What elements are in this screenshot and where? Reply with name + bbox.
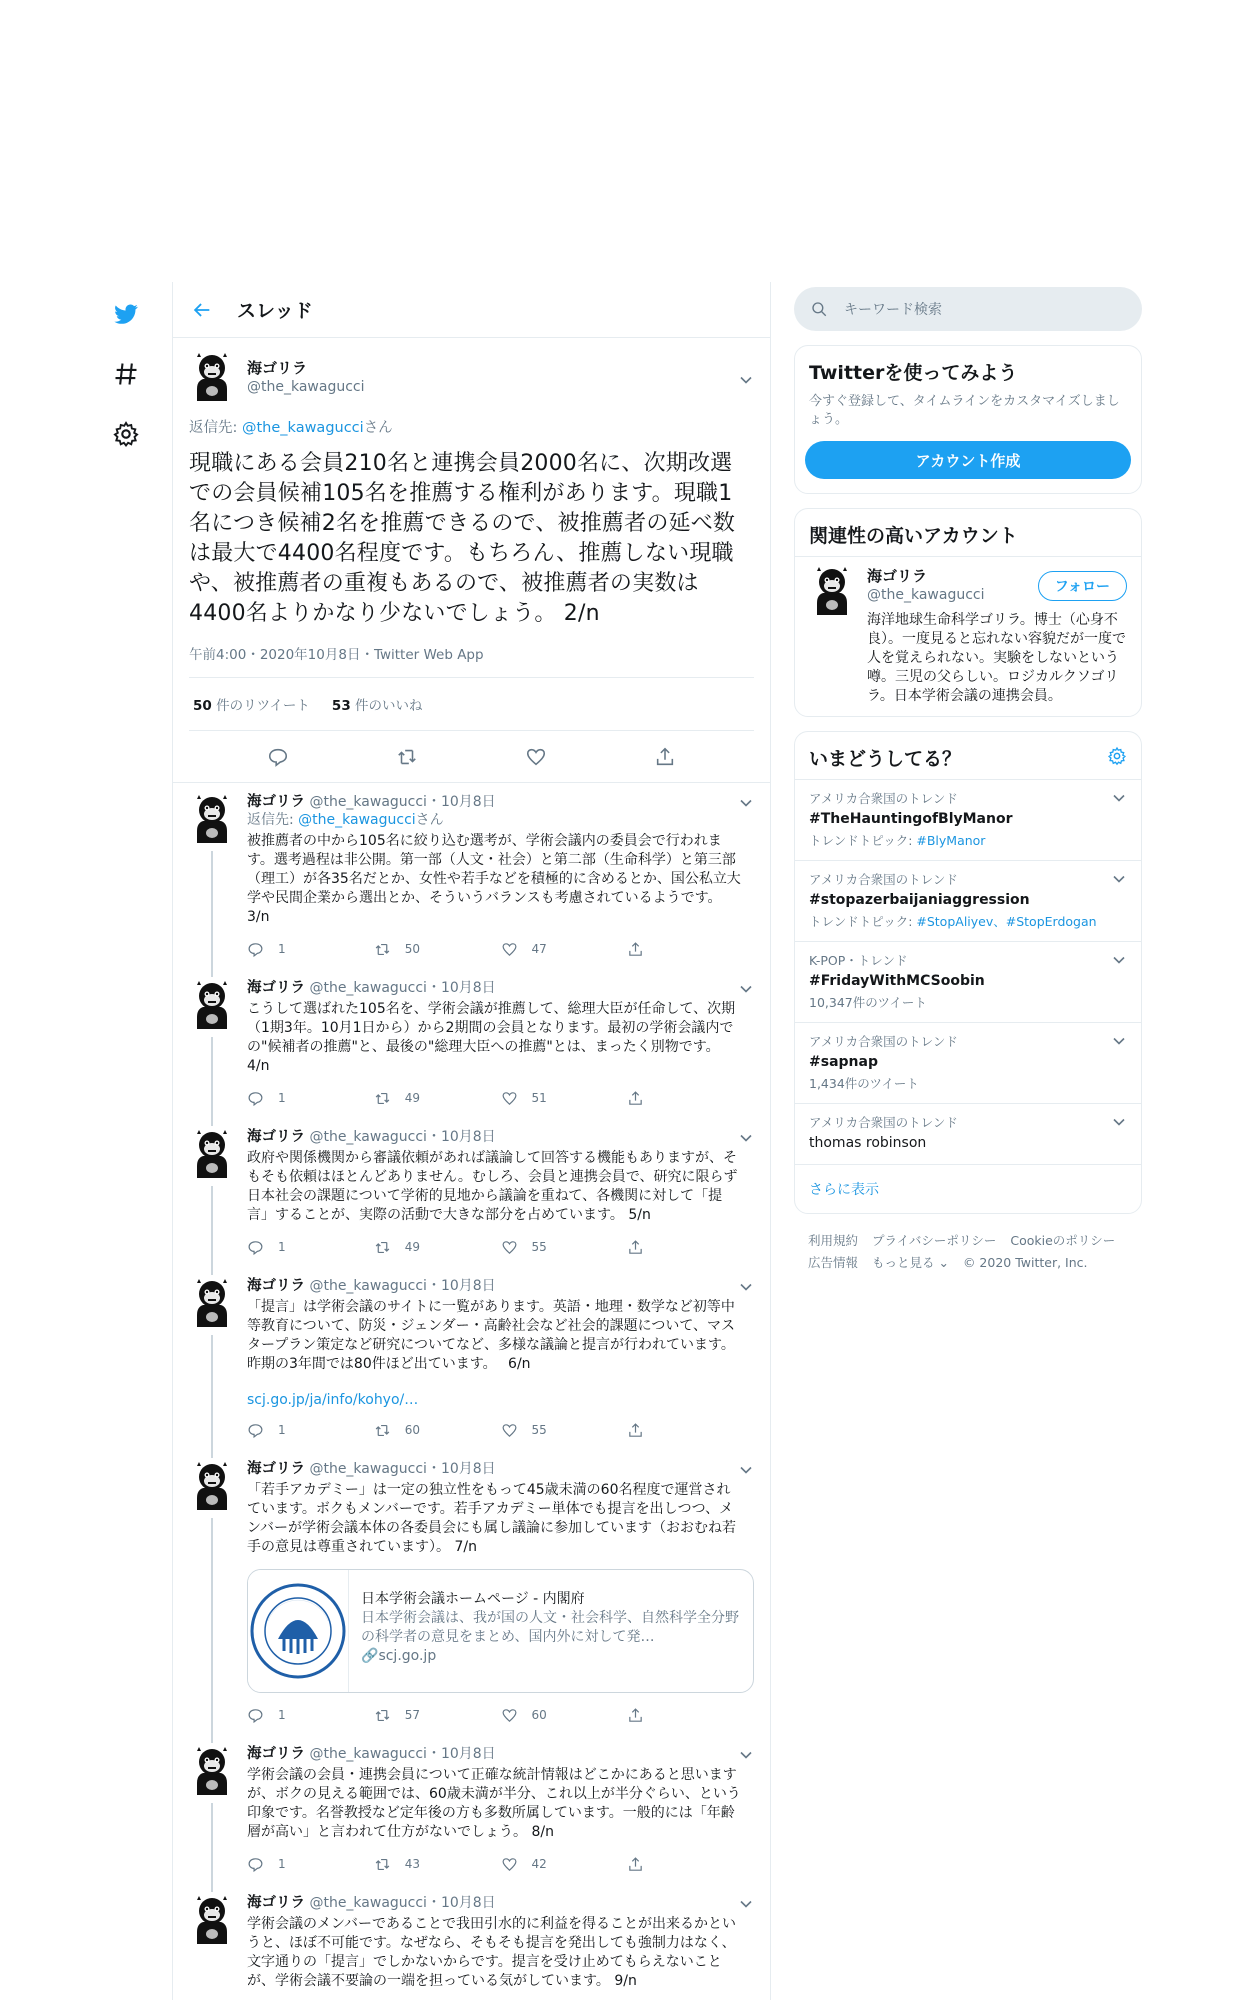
share-icon: [627, 1422, 644, 1439]
related-account[interactable]: [795, 557, 1141, 716]
avatar[interactable]: [189, 981, 235, 1031]
reply-count: 1: [278, 1240, 286, 1254]
trend-meta-label: トレンドトピック:: [809, 914, 917, 929]
trend-name[interactable]: #FridayWithMCSoobin: [809, 973, 985, 989]
avatar[interactable]: [189, 1279, 235, 1329]
author-handle[interactable]: @the_kawagucci・10月8日: [309, 980, 496, 996]
like-button[interactable]: [501, 1856, 628, 1873]
trend-meta-label: トレンドトピック:: [809, 833, 917, 848]
tweet-text: 学術会議のメンバーであることで我田引水的に利益を得ることが出来るかというと、ほぼ不可能です。なぜなら、そもそも提言を発出しても強制力はなく、文字通りの「提言」でしかないからです。提言を受け止めてもらえないことが、学術会議不要論の一端を担っている気がしています。 9/n: [247, 1916, 737, 1989]
chevron-down-icon[interactable]: [1111, 1114, 1127, 1130]
focused-tweet: [173, 338, 770, 731]
like-icon: [501, 941, 518, 958]
share-button[interactable]: [627, 1707, 754, 1724]
author-name[interactable]: 海ゴリラ: [247, 1746, 305, 1762]
reply-tweet[interactable]: [173, 1884, 770, 2000]
reply-to-suffix: さん: [363, 420, 393, 436]
reply-tweet[interactable]: [173, 969, 770, 1118]
reply-count: 1: [278, 1857, 286, 1871]
footer-copyright: © 2020 Twitter, Inc.: [962, 1255, 1088, 1270]
card-domain: [361, 1647, 741, 1666]
main-column: [172, 282, 771, 2000]
retweet-icon: [374, 941, 391, 958]
retweets-count: 50: [193, 698, 212, 714]
right-sidebar: [794, 287, 1142, 1274]
retweet-button[interactable]: [374, 1239, 501, 1256]
share-icon: [627, 1090, 644, 1107]
trend-item[interactable]: [795, 1023, 1141, 1104]
tweet-text: 「若手アカデミー」は一定の独立性をもって45歳未満の60名程度で運営されています。ボクもメンバーです。若手アカデミー単体でも提言を出しつつ、メンバーが学術会議本体の各委員会にも属し議論に参加しています（おおむね若手の意見は尊重されています）。 7/n: [247, 1482, 737, 1555]
author-handle[interactable]: @the_kawagucci: [247, 379, 365, 395]
reply-to-link[interactable]: @the_kawagucci: [242, 420, 364, 436]
author-name[interactable]: 海ゴリラ: [247, 1895, 305, 1911]
reply-to: [247, 811, 754, 829]
retweet-icon: [374, 1239, 391, 1256]
trend-meta: 10,347件のツイート: [809, 995, 927, 1010]
reply-to-suffix: さん: [415, 812, 444, 828]
avatar[interactable]: [189, 1130, 235, 1180]
like-count: 47: [531, 942, 547, 956]
retweet-button[interactable]: [374, 1090, 501, 1107]
share-button[interactable]: [627, 1422, 754, 1439]
author-handle[interactable]: @the_kawagucci・10月8日: [309, 1746, 496, 1762]
chevron-down-icon[interactable]: [1111, 871, 1127, 887]
trend-context: アメリカ合衆国のトレンド: [809, 1115, 958, 1130]
reply-tweet[interactable]: [173, 1267, 770, 1450]
avatar[interactable]: [189, 1462, 235, 1512]
retweet-count: 49: [404, 1240, 421, 1254]
reply-tweet[interactable]: [173, 1735, 770, 1884]
footer-cookie[interactable]: Cookieのポリシー: [1010, 1233, 1116, 1248]
author-name[interactable]: 海ゴリラ: [247, 794, 305, 810]
reply-to: [189, 416, 754, 437]
author-name[interactable]: 海ゴリラ: [247, 359, 308, 377]
reply-button[interactable]: [247, 1090, 374, 1107]
avatar[interactable]: [189, 795, 235, 845]
retweets-stat[interactable]: [193, 694, 310, 714]
avatar[interactable]: [189, 1896, 235, 1946]
share-icon: [627, 1239, 644, 1256]
reply-count: 1: [278, 942, 286, 956]
avatar[interactable]: [809, 567, 855, 617]
account-bio: 海洋地球生命科学ゴリラ。博士（心身不良）。一度見ると忘れない容貌だが一度で人を覚えられない。実験をしないという噂。三児の父らしい。ロジカルクソゴリラ。日本学術会議の連携会員。: [867, 612, 1126, 704]
page-title: スレッド: [237, 300, 313, 322]
thread-line: [211, 1518, 213, 1743]
account-handle[interactable]: @the_kawagucci: [867, 587, 985, 603]
footer-terms[interactable]: 利用規約: [808, 1233, 859, 1248]
share-icon: [627, 941, 644, 958]
like-button[interactable]: [501, 1422, 628, 1439]
like-count: 60: [531, 1708, 547, 1722]
reply-count: 1: [278, 1708, 286, 1722]
retweet-count: 49: [404, 1091, 421, 1105]
share-icon: [627, 1856, 644, 1873]
tweet-stats: [189, 678, 754, 731]
author-handle[interactable]: @the_kawagucci・10月8日: [309, 1461, 496, 1477]
reply-button[interactable]: [247, 941, 374, 958]
trend-context: アメリカ合衆国のトレンド: [809, 1034, 958, 1049]
retweet-button[interactable]: [374, 941, 501, 958]
link-card[interactable]: [247, 1569, 754, 1693]
like-button[interactable]: [501, 1090, 628, 1107]
trend-name[interactable]: #TheHauntingofBlyManor: [809, 811, 1013, 827]
like-icon[interactable]: [525, 746, 547, 768]
search-input[interactable]: [794, 287, 1142, 331]
author-handle[interactable]: @the_kawagucci・10月8日: [309, 1278, 496, 1294]
search-placeholder: キーワード検索: [844, 302, 942, 318]
reply-icon[interactable]: [267, 746, 289, 768]
twitter-bird-icon[interactable]: [108, 296, 144, 332]
trend-item[interactable]: [795, 861, 1141, 942]
avatar[interactable]: [189, 353, 235, 403]
reply-tweet[interactable]: [173, 1450, 770, 1735]
retweet-button[interactable]: [374, 1422, 501, 1439]
avatar[interactable]: [189, 1747, 235, 1797]
reply-button[interactable]: [247, 1422, 374, 1439]
tweet-meta[interactable]: 午前4:00・2020年10月8日・Twitter Web App: [189, 643, 754, 678]
reply-tweet[interactable]: [173, 783, 770, 969]
reply-button[interactable]: [247, 1707, 374, 1724]
scj-logo-icon: [248, 1570, 349, 1692]
like-icon: [501, 1239, 518, 1256]
trend-name[interactable]: #stopazerbaijaniaggression: [809, 892, 1030, 908]
reply-count: 1: [278, 1091, 286, 1105]
link-icon: 🔗: [361, 1648, 379, 1664]
back-arrow-icon[interactable]: [191, 298, 215, 322]
trend-item[interactable]: [795, 1104, 1141, 1165]
trend-meta: 1,434件のツイート: [809, 1076, 919, 1091]
tweet-text: 学術会議の会員・連携会員について正確な統計情報はどこかにあると思いますが、ボクの見える範囲では、60歳未満が半分、これ以上が半分ぐらい、という印象です。名誉教授など定年後の方も多数所属しています。一般的には「年齢層が高い」と言われて仕方がないでしょう。 8/n: [247, 1767, 741, 1840]
trend-context: K-POP・トレンド: [809, 953, 908, 968]
thread-header: [173, 282, 770, 338]
reply-to-label: 返信先:: [189, 420, 242, 436]
author-handle[interactable]: @the_kawagucci・10月8日: [309, 1129, 496, 1145]
retweet-icon: [374, 1707, 391, 1724]
trends-title: いまどうしてる？: [809, 748, 962, 770]
related-title: 関連性の高いアカウント: [795, 509, 1141, 557]
card-title: 日本学術会議ホームページ - 内閣府: [361, 1591, 585, 1607]
reply-icon: [247, 1239, 264, 1256]
trend-context: アメリカ合衆国のトレンド: [809, 872, 958, 887]
trend-meta: [809, 913, 1127, 931]
thread-line: [211, 1803, 213, 1892]
gear-icon[interactable]: [108, 416, 144, 452]
chevron-down-icon[interactable]: [1111, 952, 1127, 968]
retweet-count: 57: [404, 1708, 421, 1722]
thread-line: [211, 1037, 213, 1126]
author-handle[interactable]: @the_kawagucci・10月8日: [309, 794, 496, 810]
search-icon: [810, 300, 828, 318]
join-box: [794, 345, 1142, 494]
card-description: 日本学術会議は、我が国の人文・社会科学、自然科学全分野の科学者の意見をまとめ、国内外に対して発…: [361, 1610, 739, 1645]
related-accounts-box: [794, 508, 1142, 717]
reply-button[interactable]: [247, 1239, 374, 1256]
retweet-icon: [374, 1090, 391, 1107]
like-icon: [501, 1707, 518, 1724]
hashtag-icon[interactable]: [108, 356, 144, 392]
like-count: 55: [531, 1240, 547, 1254]
like-icon: [501, 1856, 518, 1873]
like-button[interactable]: [501, 1707, 628, 1724]
create-account-button[interactable]: アカウント作成: [805, 441, 1131, 479]
trends-box: [794, 731, 1142, 1214]
tweet-text: 現職にある会員210名と連携会員2000名に、次期改選での会員候補105名を推薦する権利があります。現職1名につき候補2名を推薦できるので、被推薦者の延べ数は最大で4400名程度です。もちろん、推薦しない現職や、被推薦者の重複もあるので、被推薦者の実数は4400名よりかなり少ないでしょう。 2/n: [189, 451, 736, 626]
like-icon: [501, 1422, 518, 1439]
tweet-text: 「提言」は学術会議のサイトに一覧があります。英語・地理・数学など初等中等教育について、防災・ジェンダー・高齢社会など社会的課題について、マスタープラン策定など研究についてなど、多様な議論と提言が行われています。昨期の3年間では80件ほど出ています。 6/n: [247, 1299, 736, 1372]
retweet-button[interactable]: [374, 1856, 501, 1873]
retweet-count: 50: [404, 942, 421, 956]
tweet-text: こうして選ばれた105名を、学術会議が推薦して、総理大臣が任命して、次期（1期3年。10月1日から）から2期間の会員となります。最初の学術会議内での"候補者の推薦"と、最後の"総理大臣への推薦"とは、まったく別物です。 4/n: [247, 1001, 736, 1074]
reply-to-link[interactable]: @the_kawagucci: [298, 812, 416, 828]
footer-more[interactable]: もっと見る ⌄: [872, 1255, 949, 1270]
footer-ads[interactable]: 広告情報: [808, 1255, 859, 1270]
reply-icon: [247, 1422, 264, 1439]
share-button[interactable]: [627, 1239, 754, 1256]
author-name[interactable]: 海ゴリラ: [247, 1461, 305, 1477]
share-button[interactable]: [627, 1090, 754, 1107]
retweet-icon: [374, 1422, 391, 1439]
footer-privacy[interactable]: プライバシーポリシー: [872, 1233, 997, 1248]
trend-name[interactable]: #sapnap: [809, 1054, 878, 1070]
author-name[interactable]: 海ゴリラ: [247, 1129, 305, 1145]
thread-line: [211, 851, 213, 977]
tweet-text: 政府や関係機関から審議依頼があれば議論して回答する機能もありますが、そもそも依頼はほとんどありません。むしろ、会員と連携会員で、研究に限らず日本社会の課題について学術的見地から議論を重ねて、各機関に対して「提言」することが、実際の活動で大きな部分を占めています。 5/n: [247, 1150, 738, 1223]
tweet-link[interactable]: scj.go.jp/ja/info/kohyo/…: [247, 1392, 419, 1408]
share-icon[interactable]: [654, 746, 676, 768]
reply-icon: [247, 941, 264, 958]
show-more-link[interactable]: さらに表示: [809, 1182, 879, 1198]
like-count: 51: [531, 1091, 547, 1105]
likes-stat[interactable]: [332, 694, 423, 714]
trend-link[interactable]: #StopAliyev、#StopErdogan: [916, 914, 1097, 929]
reply-icon: [247, 1707, 264, 1724]
retweet-icon[interactable]: [396, 746, 418, 768]
follow-button[interactable]: フォロー: [1038, 571, 1127, 601]
retweet-count: 60: [404, 1423, 421, 1437]
trend-item[interactable]: [795, 780, 1141, 861]
trend-item[interactable]: [795, 942, 1141, 1023]
reply-count: 1: [278, 1423, 286, 1437]
join-description: 今すぐ登録して、タイムラインをカスタマイズしましょう。: [809, 394, 1120, 427]
left-nav: [108, 296, 144, 476]
reply-button[interactable]: [247, 1856, 374, 1873]
retweet-count: 43: [404, 1857, 421, 1871]
chevron-down-icon[interactable]: [1111, 1033, 1127, 1049]
retweet-icon: [374, 1856, 391, 1873]
author-name[interactable]: 海ゴリラ: [247, 980, 305, 996]
share-button[interactable]: [627, 941, 754, 958]
gear-icon[interactable]: [1107, 746, 1127, 766]
tweet-text: 被推薦者の中から105名に絞り込む選考が、学術会議内の委員会で行われます。選考過程は非公開。第一部（人文・社会）と第二部（生命科学）と第三部（理工）が各35名だとか、女性や若手などを積極的に含めるとか、国公私立大学や民間企業から選出とか、そういうバランスも考慮されているようです。 3/n: [247, 833, 741, 925]
author-name[interactable]: 海ゴリラ: [247, 1278, 305, 1294]
trend-context: アメリカ合衆国のトレンド: [809, 791, 958, 806]
reply-to-label: 返信先:: [247, 812, 299, 828]
like-icon: [501, 1090, 518, 1107]
chevron-down-icon[interactable]: [1111, 790, 1127, 806]
chevron-down-icon[interactable]: [738, 372, 754, 388]
trend-name[interactable]: thomas robinson: [809, 1135, 927, 1151]
footer: [794, 1230, 1142, 1274]
share-button[interactable]: [627, 1856, 754, 1873]
author-handle[interactable]: @the_kawagucci・10月8日: [309, 1895, 496, 1911]
likes-label: 件のいいね: [350, 698, 423, 714]
like-count: 55: [531, 1423, 547, 1437]
retweet-button[interactable]: [374, 1707, 501, 1724]
like-button[interactable]: [501, 941, 628, 958]
account-name[interactable]: 海ゴリラ: [867, 567, 928, 585]
reply-icon: [247, 1090, 264, 1107]
thread-line: [211, 1335, 213, 1458]
reply-tweet[interactable]: [173, 1118, 770, 1267]
thread-line: [211, 1186, 213, 1275]
tweet-actions: [173, 731, 770, 783]
retweets-label: 件のリツイート: [211, 698, 310, 714]
join-title: Twitterを使ってみよう: [809, 362, 1018, 384]
card-domain-text: scj.go.jp: [378, 1648, 437, 1664]
share-icon: [627, 1707, 644, 1724]
trend-meta: [809, 832, 1127, 850]
trend-link[interactable]: #BlyManor: [916, 833, 986, 848]
likes-count: 53: [331, 698, 351, 714]
like-count: 42: [531, 1857, 547, 1871]
reply-icon: [247, 1856, 264, 1873]
like-button[interactable]: [501, 1239, 628, 1256]
